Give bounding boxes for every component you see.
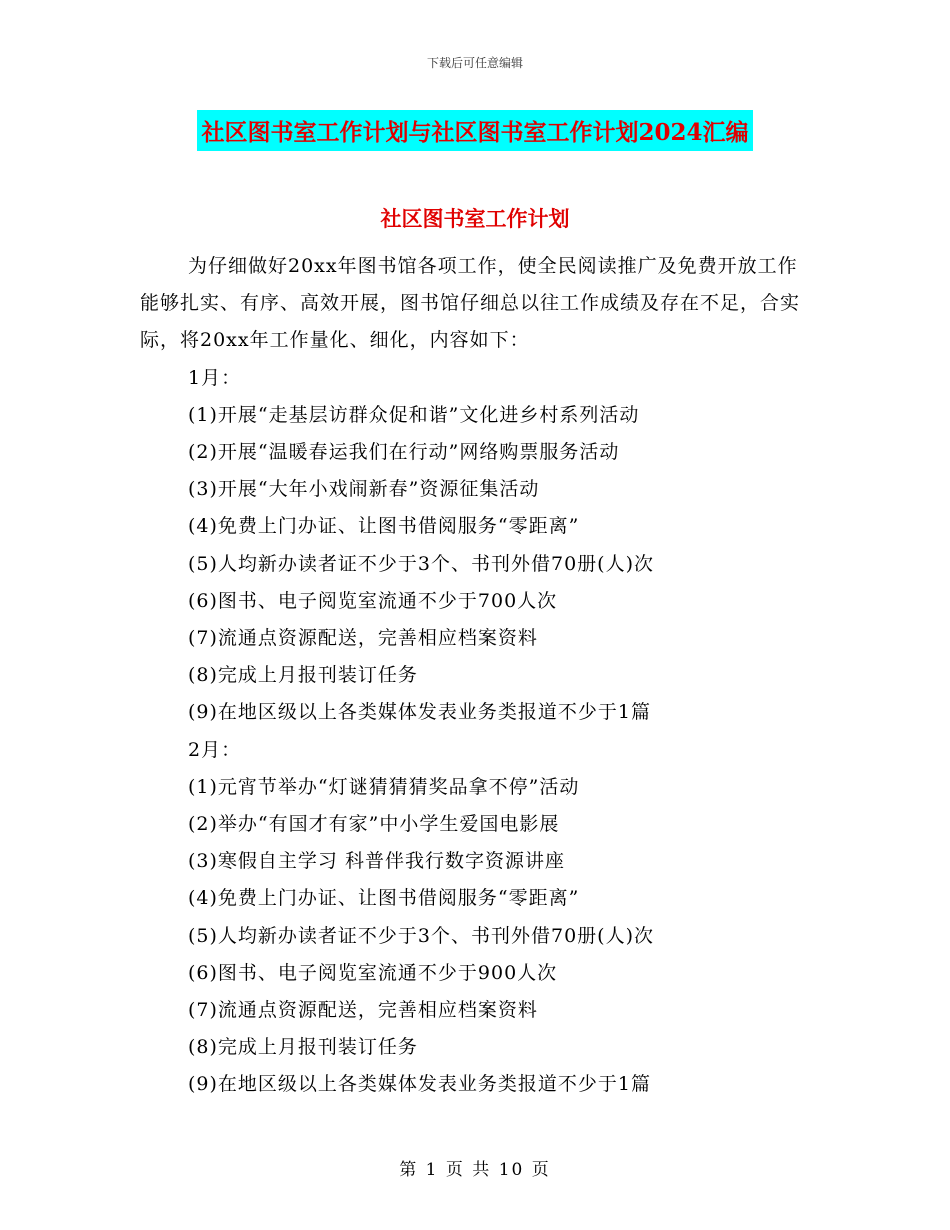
page-footer: 第 1 页 共 10 页 xyxy=(399,1160,551,1180)
sub-title: 社区图书室工作计划 xyxy=(380,206,570,231)
list-item: (1)元宵节举办“灯谜猜猜猜奖品拿不停”活动 xyxy=(188,775,580,798)
month-label: 2月： xyxy=(188,738,242,761)
intro-text: 为仔细做好20xx年图书馆各项工作，使全民阅读推广及免费开放工作能够扎实、有序、高效开展，图书馆仔细总以往工作成绩及存在不足，合实际，将20xx年工作量化、细化，内容如下： xyxy=(140,255,801,352)
list-item: (6)图书、电子阅览室流通不少于900人次 xyxy=(188,961,558,984)
list-item: (7)流通点资源配送，完善相应档案资料 xyxy=(188,999,538,1022)
list-item: (4)免费上门办证、让图书借阅服务“零距离” xyxy=(188,515,580,538)
list-item: (6)图书、电子阅览室流通不少于700人次 xyxy=(188,589,558,612)
main-title-wrap xyxy=(0,110,950,151)
list-item: (5)人均新办读者证不少于3个、书刊外借70册(人)次 xyxy=(188,924,655,947)
list-item: (3)开展“大年小戏闹新春”资源征集活动 xyxy=(188,478,540,501)
main-title: 社区图书室工作计划与社区图书室工作计划2024汇编 xyxy=(197,110,752,151)
document-body xyxy=(140,248,810,1104)
list-item: (2)开展“温暖春运我们在行动”网络购票服务活动 xyxy=(188,441,620,464)
header-note: 下载后可任意编辑 xyxy=(426,56,523,70)
list-item: (9)在地区级以上各类媒体发表业务类报道不少于1篇 xyxy=(188,1073,652,1096)
list-item: (3)寒假自主学习 科普伴我行数字资源讲座 xyxy=(188,850,565,873)
list-item: (7)流通点资源配送，完善相应档案资料 xyxy=(188,627,538,650)
list-item: (4)免费上门办证、让图书借阅服务“零距离” xyxy=(188,887,580,910)
intro-paragraph xyxy=(140,248,810,360)
month-label: 1月： xyxy=(188,366,242,389)
list-item: (2)举办“有国才有家”中小学生爱国电影展 xyxy=(188,813,560,836)
list-item: (1)开展“走基层访群众促和谐”文化进乡村系列活动 xyxy=(188,403,640,426)
list-item: (8)完成上月报刊装订任务 xyxy=(188,664,418,687)
list-item: (5)人均新办读者证不少于3个、书刊外借70册(人)次 xyxy=(188,552,655,575)
list-item: (9)在地区级以上各类媒体发表业务类报道不少于1篇 xyxy=(188,701,652,724)
list-item: (8)完成上月报刊装订任务 xyxy=(188,1036,418,1059)
